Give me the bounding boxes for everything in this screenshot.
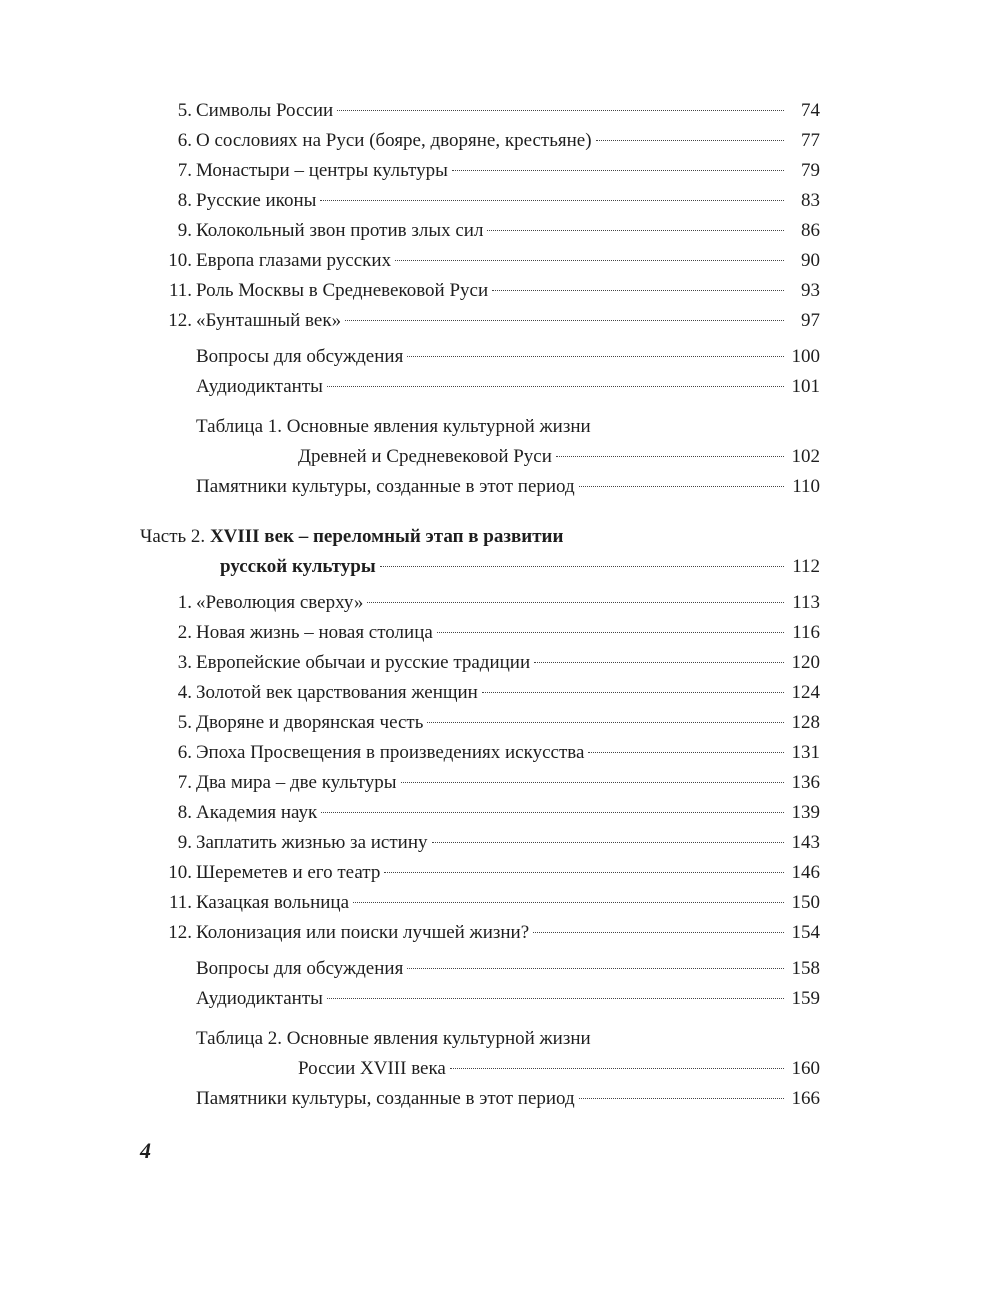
table-title-line2: России XVIII века	[298, 1058, 446, 1079]
part-title-line1: XVIII век – переломный этап в развитии	[209, 526, 564, 547]
entry-title: Аудиодиктанты	[196, 376, 323, 397]
table-of-contents	[140, 96, 820, 1114]
entry-title: «Бунташный век»	[196, 310, 342, 331]
toc-part-2[interactable]	[140, 522, 820, 582]
leader-dots	[579, 1098, 784, 1099]
toc-entry[interactable]	[140, 888, 820, 918]
leader-dots	[407, 356, 784, 357]
leader-dots	[427, 722, 784, 723]
entry-page: 101	[791, 376, 820, 397]
toc-entry[interactable]	[140, 738, 820, 768]
leader-dots	[487, 230, 784, 231]
toc-entry[interactable]	[140, 648, 820, 678]
table-title-line2-row	[196, 442, 820, 472]
table-title-line1: Таблица 1. Основные явления культурной жизни	[196, 416, 591, 437]
leader-dots	[556, 456, 784, 457]
toc-entry-discussion[interactable]	[140, 954, 820, 984]
entry-title: Европа глазами русских	[196, 250, 392, 271]
entry-title: «Революция сверху»	[196, 592, 364, 613]
leader-dots	[437, 632, 784, 633]
toc-entry[interactable]	[140, 678, 820, 708]
toc-entry[interactable]	[140, 276, 820, 306]
entry-number: 11.	[168, 892, 192, 913]
part-heading-line2-row	[140, 552, 820, 582]
toc-entry[interactable]	[140, 246, 820, 276]
leader-dots	[492, 290, 784, 291]
entry-page: 139	[791, 802, 820, 823]
entry-page: 120	[791, 652, 820, 673]
toc-entry[interactable]	[140, 798, 820, 828]
entry-number: 8.	[177, 802, 192, 823]
entry-page: 146	[791, 862, 820, 883]
leader-dots	[533, 932, 784, 933]
entry-page: 100	[791, 346, 820, 367]
leader-dots	[482, 692, 784, 693]
entry-number: 7.	[177, 772, 192, 793]
toc-entry[interactable]	[140, 768, 820, 798]
toc-entry-monuments[interactable]	[140, 1084, 820, 1114]
part-heading-line1	[140, 522, 820, 552]
entry-number: 9.	[177, 220, 192, 241]
leader-dots	[327, 386, 784, 387]
entry-title: О сословиях на Руси (бояре, дворяне, крестьяне)	[196, 130, 592, 151]
entry-page: 102	[791, 446, 820, 467]
toc-entry[interactable]	[140, 858, 820, 888]
entry-title: Вопросы для обсуждения	[196, 958, 404, 979]
entry-page: 90	[801, 250, 820, 271]
entry-number: 12.	[168, 310, 192, 331]
leader-dots	[432, 842, 785, 843]
table-title-line2: Древней и Средневековой Руси	[298, 446, 552, 467]
entry-title: Европейские обычаи и русские традиции	[196, 652, 531, 673]
entry-page: 131	[791, 742, 820, 763]
entry-number: 7.	[177, 160, 192, 181]
entry-title: Шереметев и его театр	[196, 862, 381, 883]
leader-dots	[450, 1068, 784, 1069]
toc-entry[interactable]	[140, 918, 820, 948]
entry-number: 12.	[168, 922, 192, 943]
toc-entry[interactable]	[140, 216, 820, 246]
entry-title: Заплатить жизнью за истину	[196, 832, 428, 853]
entry-title: Два мира – две культуры	[196, 772, 397, 793]
leader-dots	[534, 662, 784, 663]
entry-number: 6.	[177, 742, 192, 763]
entry-page: 86	[801, 220, 820, 241]
toc-entry[interactable]	[140, 126, 820, 156]
entry-number: 1.	[177, 592, 192, 613]
entry-number: 2.	[177, 622, 192, 643]
toc-entry[interactable]	[140, 618, 820, 648]
leader-dots	[384, 872, 784, 873]
entry-title: Колокольный звон против злых сил	[196, 220, 484, 241]
leader-dots	[320, 200, 784, 201]
toc-entry-table-1[interactable]	[140, 412, 820, 472]
entry-page: 166	[791, 1088, 820, 1109]
leader-dots	[321, 812, 784, 813]
entry-title: Дворяне и дворянская честь	[196, 712, 424, 733]
entry-number: 5.	[177, 100, 192, 121]
entry-title: Монастыри – центры культуры	[196, 160, 448, 181]
spacer	[140, 402, 820, 412]
leader-dots	[380, 566, 784, 567]
entry-number: 4.	[177, 682, 192, 703]
entry-title: Символы России	[196, 100, 334, 121]
entry-title: Золотой век царствования женщин	[196, 682, 478, 703]
entry-page: 160	[791, 1058, 820, 1079]
entry-page: 154	[791, 922, 820, 943]
entry-number: 10.	[168, 862, 192, 883]
entry-number: 9.	[177, 832, 192, 853]
entry-page: 74	[801, 100, 820, 121]
entry-page: 158	[791, 958, 820, 979]
entry-number: 3.	[177, 652, 192, 673]
entry-page: 77	[801, 130, 820, 151]
entry-title: Аудиодиктанты	[196, 988, 323, 1009]
entry-page: 83	[801, 190, 820, 211]
leader-dots	[588, 752, 784, 753]
entry-page: 116	[792, 622, 820, 643]
spacer	[140, 1014, 820, 1024]
leader-dots	[579, 486, 784, 487]
table-title-line1: Таблица 2. Основные явления культурной жизни	[196, 1028, 591, 1049]
entry-number: 8.	[177, 190, 192, 211]
entry-page: 136	[791, 772, 820, 793]
entry-page: 93	[801, 280, 820, 301]
toc-entry[interactable]	[140, 306, 820, 336]
entry-page: 150	[791, 892, 820, 913]
entry-title: Памятники культуры, созданные в этот период	[196, 476, 575, 497]
leader-dots	[401, 782, 784, 783]
entry-number: 10.	[168, 250, 192, 271]
toc-entry[interactable]	[140, 156, 820, 186]
leader-dots	[353, 902, 784, 903]
part-title-line2: русской культуры	[220, 556, 376, 577]
entry-title: Эпоха Просвещения в произведениях искусства	[196, 742, 585, 763]
toc-entry-monuments[interactable]	[140, 472, 820, 502]
entry-page: 143	[791, 832, 820, 853]
entry-page: 159	[791, 988, 820, 1009]
entry-number: 6.	[177, 130, 192, 151]
entry-page: 112	[792, 556, 820, 577]
entry-title: Казацкая вольница	[196, 892, 350, 913]
entry-title: Памятники культуры, созданные в этот период	[196, 1088, 575, 1109]
entry-page: 128	[791, 712, 820, 733]
part-label: Часть 2.	[140, 526, 206, 547]
leader-dots	[337, 110, 784, 111]
toc-entry-table-2[interactable]	[140, 1024, 820, 1084]
leader-dots	[596, 140, 784, 141]
entry-number: 5.	[177, 712, 192, 733]
page-number: 4	[140, 1138, 151, 1163]
leader-dots	[407, 968, 784, 969]
entry-page: 113	[792, 592, 820, 613]
entry-title: Вопросы для обсуждения	[196, 346, 404, 367]
toc-entry[interactable]	[140, 186, 820, 216]
toc-entry[interactable]	[140, 588, 820, 618]
entry-title: Колонизация или поиски лучшей жизни?	[196, 922, 530, 943]
toc-entry-discussion[interactable]	[140, 342, 820, 372]
spacer	[140, 502, 820, 522]
toc-entry[interactable]	[140, 708, 820, 738]
entry-title: Русские иконы	[196, 190, 317, 211]
entry-page: 124	[791, 682, 820, 703]
table-title-line2-row	[196, 1054, 820, 1084]
entry-page: 97	[801, 310, 820, 331]
toc-entry[interactable]	[140, 96, 820, 126]
entry-title: Роль Москвы в Средневековой Руси	[196, 280, 489, 301]
toc-entry[interactable]	[140, 828, 820, 858]
entry-page: 79	[801, 160, 820, 181]
leader-dots	[452, 170, 784, 171]
toc-entry-dictations[interactable]	[140, 372, 820, 402]
entry-number: 11.	[168, 280, 192, 301]
leader-dots	[345, 320, 784, 321]
leader-dots	[367, 602, 784, 603]
entry-title: Академия наук	[196, 802, 318, 823]
entry-title: Новая жизнь – новая столица	[196, 622, 433, 643]
toc-entry-dictations[interactable]	[140, 984, 820, 1014]
leader-dots	[327, 998, 784, 999]
leader-dots	[395, 260, 784, 261]
entry-page: 110	[792, 476, 820, 497]
